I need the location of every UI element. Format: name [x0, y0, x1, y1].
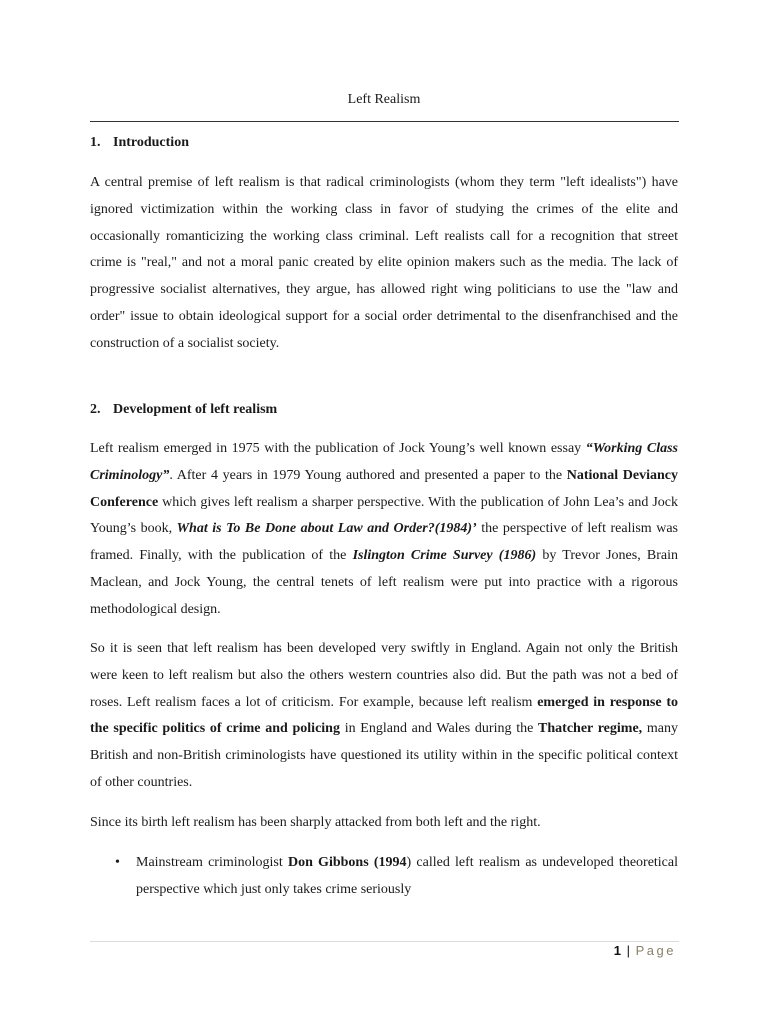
- title-divider: [90, 121, 679, 122]
- text-run: Mainstream criminologist: [136, 855, 288, 870]
- text-run: many British and non-British criminologists have questioned its utility within in the specific political context of other countries.: [90, 721, 678, 790]
- text-run: So it is seen that left realism has been developed very swiftly in England. Again not only the British were keen to left realism but also the others western countries also did. But the path was not a bed of roses. Left realism faces a lot of criticism. For example, because left realism: [90, 641, 678, 710]
- development-paragraph-1: [90, 436, 678, 624]
- text-run: . After 4 years in 1979 Young authored and presented a paper to the: [169, 467, 567, 483]
- section-heading-introduction: [90, 135, 189, 151]
- conference-name: National Deviancy Conference: [90, 467, 678, 510]
- development-paragraph-3: Since its birth left realism has been sharply attacked from both left and the right.: [90, 815, 541, 830]
- section-title: Development of left realism: [113, 402, 278, 417]
- author-citation: Don Gibbons (1994: [287, 855, 407, 870]
- section-title: Introduction: [113, 135, 189, 150]
- footer-divider: [90, 941, 679, 942]
- document-title: Left Realism: [347, 92, 421, 107]
- page-number: 1: [613, 943, 621, 958]
- introduction-paragraph: A central premise of left realism is that radical criminologists (whom they term "left idealists") have ignored victimization within the working class in favor of studying the crimes of the elite and occasionally romanticizing the working class criminal. Left realists call for a recognition that street crime is "real," and not a moral panic created by elite opinion makers such as the media. The lack of progressive socialist alternatives, they argue, has allowed right wing politicians to use the "law and order" issue to obtain ideological support for a social order detrimental to the disenfranchised and the construction of a socialist society.: [90, 175, 678, 351]
- text-run: in England and Wales during the: [339, 721, 539, 737]
- text-run: Left realism emerged in 1975 with the publication of Jock Young’s well known essay: [90, 441, 586, 456]
- emphasis-text: Thatcher regime,: [538, 721, 643, 737]
- list-item: [90, 850, 678, 904]
- text-run: the perspective of left realism was framed. Finally, with the publication of the: [90, 521, 678, 564]
- bullet-marker: •: [115, 855, 120, 870]
- section-heading-development: [90, 402, 277, 418]
- footer-separator: |: [626, 943, 630, 958]
- page-footer: [614, 943, 676, 958]
- page-label: Page: [635, 943, 676, 958]
- emphasis-text: emerged in response to the specific politics of crime and policing: [90, 694, 679, 737]
- section-number: 1.: [90, 135, 101, 150]
- criticism-list: [90, 850, 678, 904]
- section-number: 2.: [90, 402, 101, 417]
- survey-title: Islington Crime Survey (1986): [352, 548, 537, 564]
- development-paragraph-2: [90, 636, 678, 797]
- text-run: which gives left realism a sharper perspective. With the publication of John Lea’s and Jock Young’s book,: [90, 494, 678, 537]
- essay-title: “Working Class Criminology”: [90, 441, 678, 483]
- text-run: by Trevor Jones, Brain Maclean, and Jock Young, the central tenets of left realism were put into practice with a rigorous methodological design.: [90, 548, 679, 617]
- text-run: ) called left realism as undeveloped theoretical perspective which just only takes crime seriously: [136, 855, 679, 897]
- book-title: What is To Be Done about Law and Order?(1984)’: [176, 521, 477, 537]
